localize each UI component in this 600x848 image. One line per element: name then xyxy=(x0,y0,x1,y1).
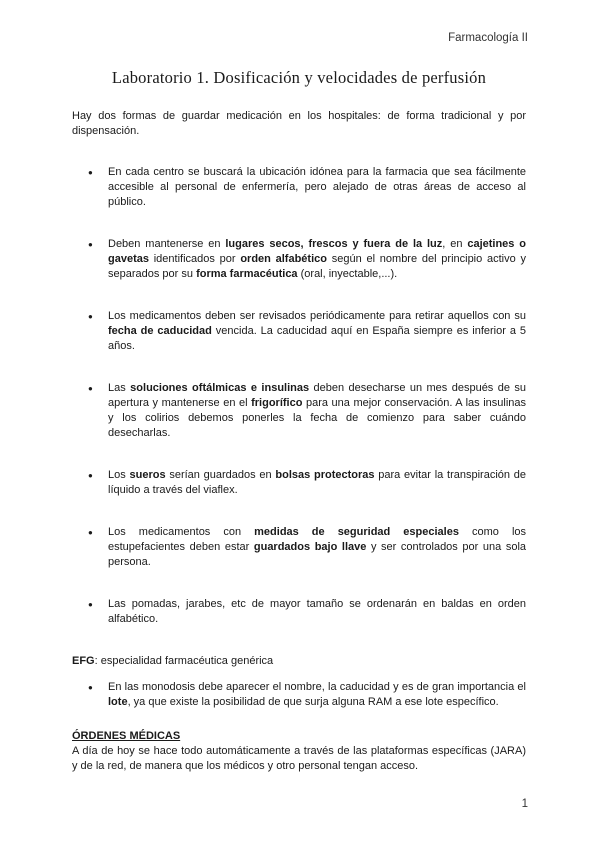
bold-text: bolsas protectoras xyxy=(275,469,375,481)
bold-text: orden alfabético xyxy=(240,253,327,265)
monodosis-bullet-list xyxy=(72,680,526,710)
bold-text: soluciones oftálmicas e insulinas xyxy=(130,382,310,394)
efg-definition-text: : especialidad farmacéutica genérica xyxy=(94,655,274,667)
text-run: Los medicamentos con xyxy=(108,526,255,538)
document-title: Laboratorio 1. Dosificación y velocidades de perfusión xyxy=(111,68,487,87)
text-run: según el nombre del principio activo y separados por su xyxy=(108,253,526,280)
intro-paragraph: Hay dos formas de guardar medicación en los hospitales: de forma tradicional y por dispensación. xyxy=(72,110,526,137)
text-run: para evitar la transpiración de líquido a través del viaflex. xyxy=(108,469,527,496)
storage-bullet-list xyxy=(72,165,526,627)
bold-text: medidas de seguridad especiales xyxy=(254,526,459,538)
bold-text: lote xyxy=(108,696,128,708)
efg-definition xyxy=(72,654,526,669)
text-run: Los medicamentos deben ser revisados periódicamente para retirar aquellos con su xyxy=(108,310,526,322)
text-run: Los xyxy=(108,469,130,481)
text-run: vencida. La caducidad aquí en España siempre es inferior a 5 años. xyxy=(108,325,526,352)
text-run: deben desecharse un mes después de su apertura y mantenerse en el xyxy=(108,382,527,409)
ordenes-medicas-heading: ÓRDENES MÉDICAS xyxy=(72,730,181,742)
bullet-item xyxy=(72,597,526,627)
page-header: Farmacología II xyxy=(448,32,528,44)
bold-text: frigorífico xyxy=(251,397,303,409)
page-number: 1 xyxy=(521,798,528,810)
bullet-item xyxy=(72,468,526,498)
ordenes-medicas-paragraph: A día de hoy se hace todo automáticamente a través de las plataformas específicas (JARA) y de la red, de manera que los médicos y otro personal tengan acceso. xyxy=(72,745,526,772)
bold-text: guardados bajo llave xyxy=(253,541,367,553)
text-run: , ya que existe la posibilidad de que surja alguna RAM a ese lote específico. xyxy=(127,696,499,708)
bullet-item xyxy=(72,680,526,710)
bullet-item xyxy=(72,165,526,210)
text-run: Las pomadas, jarabes, etc de mayor tamaño se ordenarán en baldas en orden alfabético. xyxy=(108,598,526,625)
bullet-item xyxy=(72,381,526,441)
bullet-item xyxy=(72,309,526,354)
bullet-item xyxy=(72,237,526,282)
efg-term: EFG xyxy=(72,655,95,667)
text-run: En las monodosis debe aparecer el nombre, la caducidad y es de gran importancia el xyxy=(108,681,526,693)
text-run: serían guardados en xyxy=(165,469,276,481)
text-run: y ser controlados por una sola persona. xyxy=(108,541,527,568)
text-run: , en xyxy=(442,238,468,250)
text-run: Deben mantenerse en xyxy=(108,238,226,250)
bullet-item xyxy=(72,525,526,570)
text-run: como los estupefacientes deben estar xyxy=(108,526,527,553)
text-run: identificados por xyxy=(148,253,241,265)
text-run: Las xyxy=(108,382,131,394)
text-run: (oral, inyectable,...). xyxy=(297,268,398,280)
bold-text: forma farmacéutica xyxy=(196,268,298,280)
bold-text: sueros xyxy=(129,469,166,481)
bold-text: cajetines o gavetas xyxy=(108,238,527,265)
text-run: En cada centro se buscará la ubicación idónea para la farmacia que sea fácilmente accesible al personal de enfermería, pero alejado de otras áreas de acceso al público. xyxy=(108,166,526,208)
document-body xyxy=(72,70,526,774)
text-run: para una mejor conservación. A las insulinas y los colirios debemos ponerles la fecha de comienzo para saber cuándo desecharlas. xyxy=(108,397,526,439)
bold-text: lugares secos, frescos y fuera de la luz xyxy=(225,238,443,250)
bold-text: fecha de caducidad xyxy=(108,325,212,337)
